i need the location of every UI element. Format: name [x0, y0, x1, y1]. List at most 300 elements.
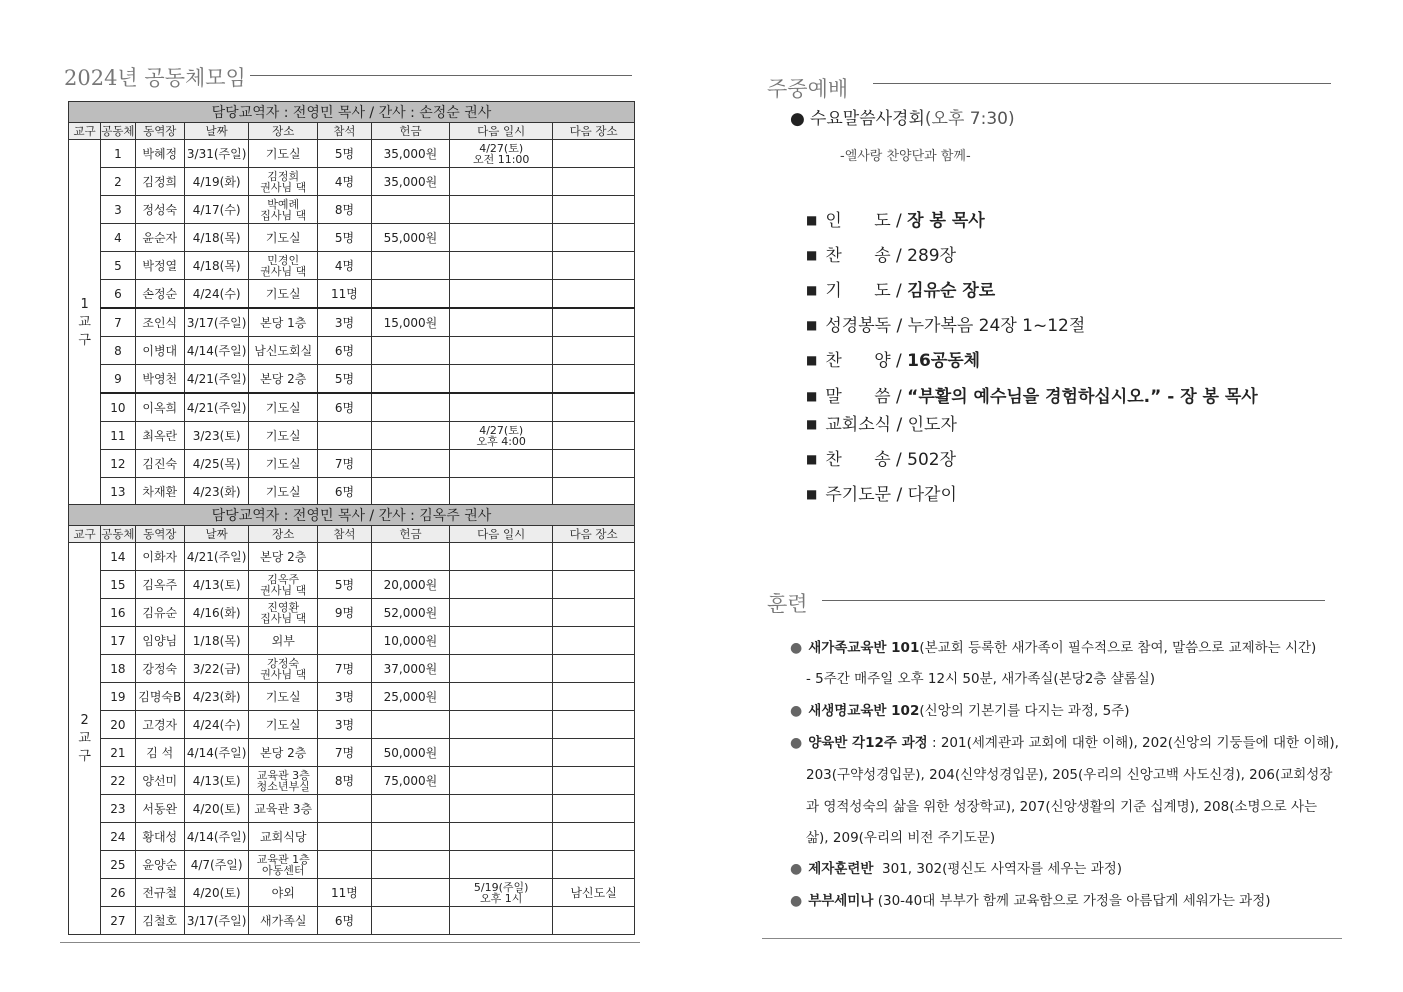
- table-row: [69, 711, 635, 739]
- order-value: “부활의 예수님을 경험하십시오.” - 장 봉 목사: [907, 387, 1258, 407]
- cell-date: 3/17(주일): [184, 907, 248, 935]
- column-header: 동역장: [135, 123, 184, 140]
- group-header: 담당교역자 : 전영민 목사 / 간사 : 손정순 권사: [69, 102, 635, 123]
- cell-number: 10: [101, 393, 135, 422]
- cell-next-place: [553, 851, 635, 879]
- order-label: 찬 양: [825, 351, 891, 371]
- cell-date: 4/18(목): [184, 224, 248, 252]
- cell-next-place: [553, 393, 635, 422]
- cell-place: 기도실: [249, 422, 318, 450]
- cell-date: 4/14(주일): [184, 337, 248, 365]
- training-description: (신앙의 기본기를 다지는 과정, 5주): [919, 703, 1130, 719]
- cell-next-place: [553, 422, 635, 450]
- cell-place: 본당 1층: [249, 308, 318, 337]
- cell-date: 4/23(화): [184, 683, 248, 711]
- training-line: [806, 795, 1317, 815]
- square-bullet-icon: ■: [806, 353, 818, 367]
- cell-place: 본당 2층: [249, 365, 318, 394]
- cell-leader: 박영천: [135, 365, 184, 394]
- cell-attend: 11명: [318, 280, 372, 309]
- cell-next-time: [450, 543, 553, 571]
- cell-offering: [371, 907, 449, 935]
- cell-leader: 양선미: [135, 767, 184, 795]
- cell-next-time: [450, 767, 553, 795]
- cell-place: 강정숙 권사님 댁: [249, 655, 318, 683]
- table-row: [69, 196, 635, 224]
- cell-number: 14: [101, 543, 135, 571]
- cell-offering: [371, 196, 449, 224]
- cell-attend: [318, 422, 372, 450]
- table-row: [69, 655, 635, 683]
- cell-leader: 전규철: [135, 879, 184, 907]
- cell-next-place: [553, 337, 635, 365]
- column-header: 헌금: [371, 526, 449, 543]
- table-row: [69, 168, 635, 196]
- circle-bullet-icon: ●: [790, 703, 803, 719]
- cell-place: 야외: [249, 879, 318, 907]
- order-label: 찬 송: [825, 246, 891, 266]
- worship-title: 주중예배: [767, 77, 849, 101]
- table-row: [69, 627, 635, 655]
- cell-leader: 고경자: [135, 711, 184, 739]
- cell-next-place: [553, 224, 635, 252]
- cell-next-place: [553, 767, 635, 795]
- training-line: [790, 731, 1339, 751]
- cell-next-place: [553, 168, 635, 196]
- worship-order-item: [806, 445, 956, 470]
- cell-number: 24: [101, 823, 135, 851]
- table-row: [69, 280, 635, 309]
- order-separator: /: [890, 281, 908, 301]
- cell-next-time: [450, 851, 553, 879]
- circle-bullet-icon: ●: [790, 735, 803, 751]
- cell-place: 기도실: [249, 393, 318, 422]
- order-value: 누가복음 24장 1~12절: [907, 316, 1086, 336]
- cell-attend: 8명: [318, 196, 372, 224]
- cell-offering: 50,000원: [371, 739, 449, 767]
- table-row: [69, 739, 635, 767]
- cell-next-time: [450, 907, 553, 935]
- cell-offering: [371, 879, 449, 907]
- order-separator: /: [890, 450, 908, 470]
- table-row: [69, 599, 635, 627]
- cell-date: 4/25(목): [184, 450, 248, 478]
- cell-offering: [371, 252, 449, 280]
- cell-offering: 25,000원: [371, 683, 449, 711]
- cell-next-time: [450, 478, 553, 506]
- column-header: 헌금: [371, 123, 449, 140]
- cell-leader: 윤순자: [135, 224, 184, 252]
- cell-offering: [371, 823, 449, 851]
- cell-attend: 6명: [318, 907, 372, 935]
- cell-leader: 김명숙B: [135, 683, 184, 711]
- cell-next-time: 5/19(주일) 오후 1시: [450, 879, 553, 907]
- cell-attend: 11명: [318, 879, 372, 907]
- service-note: -엘사랑 찬양단과 함께-: [840, 149, 971, 164]
- order-separator: /: [890, 211, 908, 231]
- training-line: [806, 667, 1155, 687]
- cell-number: 26: [101, 879, 135, 907]
- worship-order-item: [806, 311, 1085, 336]
- worship-order-item: [806, 241, 956, 266]
- table-row: [69, 308, 635, 337]
- cell-attend: 9명: [318, 599, 372, 627]
- order-value: 289장: [907, 246, 957, 266]
- cell-place: 기도실: [249, 224, 318, 252]
- cell-offering: 37,000원: [371, 655, 449, 683]
- cell-leader: 김옥주: [135, 571, 184, 599]
- training-line: [790, 857, 1122, 877]
- cell-offering: 75,000원: [371, 767, 449, 795]
- cell-attend: [318, 543, 372, 571]
- cell-next-time: [450, 168, 553, 196]
- cell-number: 5: [101, 252, 135, 280]
- column-header-row: [69, 526, 635, 543]
- cell-date: 4/13(토): [184, 571, 248, 599]
- cell-attend: [318, 823, 372, 851]
- cell-leader: 김진숙: [135, 450, 184, 478]
- table-row: [69, 224, 635, 252]
- cell-next-time: 4/27(토) 오후 4:00: [450, 422, 553, 450]
- cell-date: 3/22(금): [184, 655, 248, 683]
- column-header: 날짜: [184, 123, 248, 140]
- left-bottom-rule: [60, 942, 640, 943]
- cell-offering: [371, 393, 449, 422]
- cell-number: 13: [101, 478, 135, 506]
- circle-bullet-icon: ●: [790, 640, 803, 656]
- left-title-rule: [250, 75, 632, 76]
- cell-next-place: [553, 450, 635, 478]
- training-line: [806, 826, 995, 846]
- cell-date: 4/24(수): [184, 280, 248, 309]
- cell-place: 김정희 권사님 댁: [249, 168, 318, 196]
- cell-offering: 15,000원: [371, 308, 449, 337]
- training-description: 과 영적성숙의 삶을 위한 성장학교), 207(신앙생활의 기준 십계명), 208(소명으로 사는: [806, 799, 1318, 815]
- column-header: 다음 일시: [450, 526, 553, 543]
- cell-number: 7: [101, 308, 135, 337]
- table-row: [69, 422, 635, 450]
- cell-next-place: [553, 543, 635, 571]
- cell-date: 4/7(주일): [184, 851, 248, 879]
- cell-date: 4/16(화): [184, 599, 248, 627]
- cell-date: 4/18(목): [184, 252, 248, 280]
- cell-place: 박예례 집사님 댁: [249, 196, 318, 224]
- table-row: [69, 767, 635, 795]
- square-bullet-icon: ■: [806, 213, 818, 227]
- cell-next-time: [450, 627, 553, 655]
- cell-next-place: [553, 196, 635, 224]
- column-header: 교구: [69, 123, 101, 140]
- cell-next-time: [450, 280, 553, 309]
- cell-attend: 7명: [318, 655, 372, 683]
- cell-number: 21: [101, 739, 135, 767]
- service-time: (오후 7:30): [924, 109, 1015, 129]
- column-header: 장소: [249, 526, 318, 543]
- left-title: 2024년 공동체모임: [64, 66, 246, 90]
- bullet-icon: ●: [790, 109, 805, 129]
- cell-next-place: [553, 280, 635, 309]
- cell-offering: [371, 337, 449, 365]
- table-row: [69, 365, 635, 394]
- cell-next-time: [450, 739, 553, 767]
- service-name: 수요말씀사경회: [809, 109, 925, 129]
- training-description: (본교회 등록한 새가족이 필수적으로 참여, 말씀으로 교제하는 시간): [919, 640, 1317, 656]
- cell-next-time: [450, 308, 553, 337]
- cell-date: 4/14(주일): [184, 823, 248, 851]
- cell-place: 교육관 3층: [249, 795, 318, 823]
- cell-next-place: [553, 907, 635, 935]
- cell-date: 4/23(화): [184, 478, 248, 506]
- cell-place: 기도실: [249, 450, 318, 478]
- cell-next-time: [450, 450, 553, 478]
- table-row: [69, 337, 635, 365]
- cell-next-time: [450, 224, 553, 252]
- training-description: 삶), 209(우리의 비전 주기도문): [806, 830, 996, 846]
- cell-place: 교육관 1층 아동센터: [249, 851, 318, 879]
- cell-attend: 5명: [318, 365, 372, 394]
- column-header: 공동체: [101, 527, 135, 541]
- column-header: 공동체: [101, 124, 135, 138]
- order-separator: /: [891, 415, 908, 435]
- cell-place: 외부: [249, 627, 318, 655]
- cell-number: 12: [101, 450, 135, 478]
- cell-attend: 6명: [318, 393, 372, 422]
- cell-next-time: [450, 683, 553, 711]
- cell-next-place: [553, 140, 635, 168]
- cell-next-place: [553, 823, 635, 851]
- cell-leader: 황대성: [135, 823, 184, 851]
- cell-offering: [371, 422, 449, 450]
- cell-number: 25: [101, 851, 135, 879]
- training-line: [790, 699, 1129, 719]
- cell-attend: [318, 795, 372, 823]
- table-row: [69, 478, 635, 506]
- cell-offering: [371, 478, 449, 506]
- cell-date: 3/23(토): [184, 422, 248, 450]
- cell-number: 3: [101, 196, 135, 224]
- order-label: 말 씀: [825, 387, 891, 407]
- table-row: [69, 571, 635, 599]
- cell-next-time: [450, 252, 553, 280]
- cell-date: 4/19(화): [184, 168, 248, 196]
- training-line: [790, 636, 1316, 656]
- cell-next-place: [553, 711, 635, 739]
- cell-date: 4/17(수): [184, 196, 248, 224]
- cell-number: 19: [101, 683, 135, 711]
- order-separator: /: [890, 246, 908, 266]
- training-title-rule: [822, 600, 1325, 601]
- training-course-name: 부부세미나: [808, 893, 874, 909]
- cell-place: 민경인 권사님 댁: [249, 252, 318, 280]
- worship-order-item: [806, 480, 957, 505]
- square-bullet-icon: ■: [806, 283, 818, 297]
- cell-next-time: [450, 196, 553, 224]
- cell-number: 9: [101, 365, 135, 394]
- cell-next-time: [450, 337, 553, 365]
- cell-next-time: 4/27(토) 오전 11:00: [450, 140, 553, 168]
- group-header: 담당교역자 : 전영민 목사 / 간사 : 김옥주 권사: [69, 505, 635, 526]
- worship-order-item: [806, 346, 980, 371]
- cell-offering: [371, 450, 449, 478]
- table-row: [69, 823, 635, 851]
- group-header-row: [69, 505, 635, 526]
- cell-next-time: [450, 823, 553, 851]
- cell-attend: 7명: [318, 739, 372, 767]
- cell-next-place: [553, 683, 635, 711]
- cell-number: 22: [101, 767, 135, 795]
- cell-place: 본당 2층: [249, 739, 318, 767]
- order-label: 기 도: [825, 281, 891, 301]
- cell-offering: [371, 795, 449, 823]
- training-description: - 5주간 매주일 오후 12시 50분, 새가족실(본당2층 샬롬실): [806, 671, 1156, 687]
- order-value: 502장: [907, 450, 957, 470]
- table-row: [69, 450, 635, 478]
- cell-place: 기도실: [249, 280, 318, 309]
- cell-attend: 5명: [318, 140, 372, 168]
- cell-number: 17: [101, 627, 135, 655]
- cell-attend: [318, 627, 372, 655]
- training-course-name: 양육반 각12주 과정: [808, 735, 928, 751]
- cell-next-place: [553, 478, 635, 506]
- cell-number: 8: [101, 337, 135, 365]
- square-bullet-icon: ■: [806, 389, 818, 403]
- worship-order-item: [806, 206, 985, 231]
- cell-next-place: [553, 627, 635, 655]
- order-separator: /: [891, 485, 908, 505]
- cell-leader: 윤양순: [135, 851, 184, 879]
- training-line: [806, 763, 1332, 783]
- training-description: : 201(세계관과 교회에 대한 이해), 202(신앙의 기둥들에 대한 이해),: [927, 735, 1339, 751]
- cell-number: 1: [101, 140, 135, 168]
- training-course-name: 새생명교육반 102: [808, 703, 920, 719]
- cell-date: 3/17(주일): [184, 308, 248, 337]
- cell-place: 김옥주 권사님 댁: [249, 571, 318, 599]
- training-description: 203(구약성경입문), 204(신약성경입문), 205(우리의 신앙고백 사도신경), 206(교회성장: [806, 767, 1333, 783]
- cell-offering: 52,000원: [371, 599, 449, 627]
- column-header: 날짜: [184, 526, 248, 543]
- cell-number: 27: [101, 907, 135, 935]
- cell-next-place: [553, 308, 635, 337]
- cell-place: 본당 2층: [249, 543, 318, 571]
- cell-place: 기도실: [249, 683, 318, 711]
- cell-number: 20: [101, 711, 135, 739]
- order-value: 다같이: [907, 485, 957, 505]
- cell-attend: 4명: [318, 252, 372, 280]
- cell-offering: [371, 543, 449, 571]
- table-row: [69, 252, 635, 280]
- order-separator: /: [890, 387, 908, 407]
- cell-place: 교회식당: [249, 823, 318, 851]
- cell-next-time: [450, 571, 553, 599]
- column-header: 다음 장소: [553, 526, 635, 543]
- cell-date: 4/21(주일): [184, 365, 248, 394]
- cell-next-time: [450, 655, 553, 683]
- cell-leader: 이화자: [135, 543, 184, 571]
- cell-place: 기도실: [249, 478, 318, 506]
- training-line: [790, 889, 1271, 909]
- cell-offering: 35,000원: [371, 168, 449, 196]
- cell-place: 기도실: [249, 711, 318, 739]
- cell-leader: 이옥희: [135, 393, 184, 422]
- square-bullet-icon: ■: [806, 452, 818, 466]
- cell-leader: 김철호: [135, 907, 184, 935]
- cell-date: 4/20(토): [184, 795, 248, 823]
- table-row: [69, 795, 635, 823]
- order-label: 인 도: [825, 211, 891, 231]
- cell-date: 3/31(주일): [184, 140, 248, 168]
- cell-offering: [371, 365, 449, 394]
- group-table-1: [68, 101, 635, 506]
- cell-place: 남신도회실: [249, 337, 318, 365]
- cell-leader: 김정희: [135, 168, 184, 196]
- cell-next-place: [553, 599, 635, 627]
- cell-next-place: [553, 365, 635, 394]
- cell-leader: 서동완: [135, 795, 184, 823]
- cell-offering: 55,000원: [371, 224, 449, 252]
- training-description: (30-40대 부부가 함께 교육함으로 가정을 아름답게 세워가는 과정): [873, 893, 1271, 909]
- gyogu-label: 1 교 구: [69, 140, 101, 506]
- cell-attend: 8명: [318, 767, 372, 795]
- worship-title-rule: [873, 83, 1331, 84]
- square-bullet-icon: ■: [806, 417, 818, 431]
- column-header: 교구: [69, 526, 101, 543]
- right-bottom-rule: [762, 938, 1342, 939]
- column-header-row: [69, 123, 635, 140]
- order-label: 주기도문: [825, 485, 892, 505]
- cell-date: 4/21(주일): [184, 543, 248, 571]
- cell-number: 4: [101, 224, 135, 252]
- cell-next-time: [450, 365, 553, 394]
- worship-order-item: [806, 410, 957, 435]
- cell-leader: 차재환: [135, 478, 184, 506]
- cell-next-time: [450, 795, 553, 823]
- table-row: [69, 907, 635, 935]
- table-row: [69, 851, 635, 879]
- cell-number: 2: [101, 168, 135, 196]
- cell-date: 4/13(토): [184, 767, 248, 795]
- cell-date: 4/14(주일): [184, 739, 248, 767]
- cell-attend: [318, 851, 372, 879]
- group-header-row: [69, 102, 635, 123]
- training-course-name: 새가족교육반 101: [808, 640, 920, 656]
- cell-leader: 정성숙: [135, 196, 184, 224]
- training-course-name: 제자훈련반: [808, 861, 874, 877]
- order-separator: /: [891, 316, 908, 336]
- cell-next-place: [553, 655, 635, 683]
- cell-number: 15: [101, 571, 135, 599]
- cell-attend: 4명: [318, 168, 372, 196]
- cell-leader: 최옥란: [135, 422, 184, 450]
- worship-order-item: [806, 276, 995, 301]
- table-row: [69, 879, 635, 907]
- square-bullet-icon: ■: [806, 248, 818, 262]
- column-header: 다음 일시: [450, 123, 553, 140]
- column-header: 장소: [249, 123, 318, 140]
- order-separator: /: [890, 351, 908, 371]
- column-header: 다음 장소: [553, 123, 635, 140]
- table-row: [69, 393, 635, 422]
- cell-attend: 3명: [318, 711, 372, 739]
- cell-offering: [371, 851, 449, 879]
- cell-offering: 10,000원: [371, 627, 449, 655]
- cell-attend: 5명: [318, 571, 372, 599]
- cell-leader: 김유순: [135, 599, 184, 627]
- cell-number: 6: [101, 280, 135, 309]
- order-label: 찬 송: [825, 450, 891, 470]
- cell-next-place: 남신도실: [553, 879, 635, 907]
- cell-leader: 김 석: [135, 739, 184, 767]
- cell-number: 23: [101, 795, 135, 823]
